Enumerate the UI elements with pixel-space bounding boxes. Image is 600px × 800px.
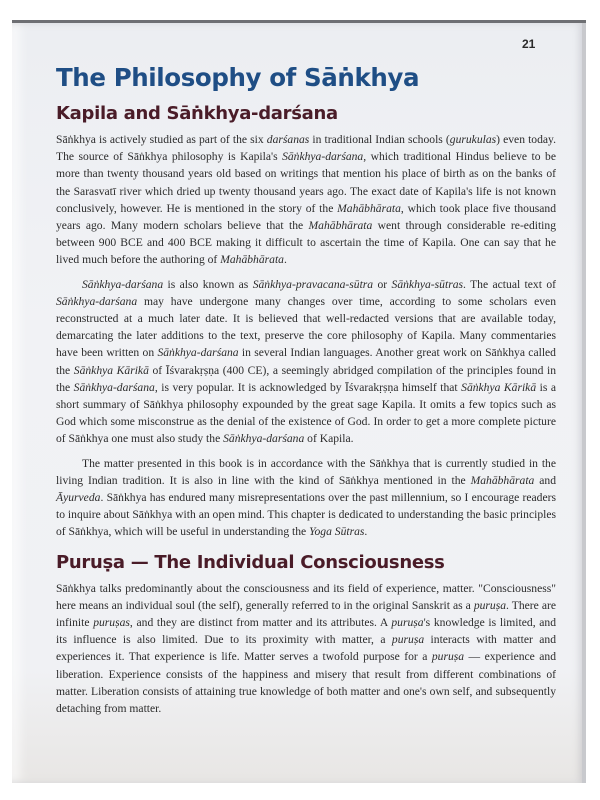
italic-term: puruṣa <box>473 598 507 612</box>
text-run: — experience and liberation. Experience consists of the happiness and misery that result from different combinations of matter. Liberation consists of attaining true knowledge of both matter and one's own self, and subsequently detaching from matter. <box>56 650 557 716</box>
chapter-title: The Philosophy of Sāṅkhya <box>56 63 420 92</box>
italic-term: puruṣa <box>391 616 424 630</box>
italic-term: gurukulas <box>449 133 497 146</box>
text-run: . <box>283 253 287 267</box>
italic-term: Sāṅkhya-darśana <box>73 380 155 394</box>
italic-term: Sāṅkhya-darśana <box>223 432 305 446</box>
text-run: went through considerable re-editing between 900 BCE and 400 BCE making it difficult to ascertain the time of Kapila. One can say that he lived much before the authoring of <box>56 219 557 267</box>
section-heading-kapila: Kapila and Sāṅkhya-darśana <box>56 103 338 124</box>
text-run: is also known as <box>163 277 253 291</box>
paragraph <box>56 276 556 448</box>
text-run: of Kapila. <box>304 432 354 446</box>
text-run: is a short summary of Sāṅkhya philosophy expounded by the great sage Kapila. It omits a few topics such as God which some misconstrue as the denial of the existence of God. In order to get a more complete picture of Sāṅkhya one must also study the <box>56 380 556 446</box>
text-run: may have undergone many changes over time, according to some scholars even reconstructed at a much later date. It is believed that well-redacted versions that are available today, demarcating the later additions to the text, preserve the core philosophy of Kapila. Many commentaries have been written on <box>56 294 556 360</box>
text-run: of Īśvarakṛṣṇa (400 CE), a seemingly abridged compilation of the principles found in the <box>56 363 557 394</box>
text-run: Sāṅkhya talks predominantly about the consciousness and its field of experience, matter. "Consciousness" here means an individual soul (the self), generally referred to in the original Sanskrit as a <box>56 581 556 612</box>
italic-term: Mahābhārata <box>220 253 284 267</box>
text-run: and <box>534 473 557 487</box>
italic-term: Yoga Sūtras <box>309 525 365 539</box>
text-run: ) even today. The source of Sāṅkhya philosophy is Kapila's <box>56 133 556 164</box>
text-run: or <box>373 277 392 291</box>
italic-term: Sāṅkhya-darśana <box>157 346 239 360</box>
text-run: The matter presented in this book is in accordance with the Sāṅkhya that is currently studied in the living Indian tradition. It is also in line with the kind of Sāṅkhya mentioned in the <box>56 456 556 487</box>
italic-term: Āyurveda <box>56 491 101 505</box>
text-run: 's knowledge is limited, and its influence is also limited. Due to its proximity with matter, a <box>56 616 557 647</box>
text-run: in several Indian languages. Another great work on Sāṅkhya called the <box>56 346 556 377</box>
section-heading-purusa: Puruṣa — The Individual Consciousness <box>56 551 445 573</box>
italic-term: Mahābhārata <box>308 219 373 233</box>
book-page <box>12 20 586 783</box>
italic-term: Sāṅkhya-pravacana-sūtra <box>252 277 374 291</box>
italic-term: Sāṅkhya Kārikā <box>461 380 537 394</box>
text-run: interacts with matter and experiences it. That experience is life. Matter serves a twofold purpose for a <box>56 633 556 664</box>
italic-term: Sāṅkhya-darśana <box>56 294 138 308</box>
text-run: . The actual text of <box>463 277 556 291</box>
italic-term: puruṣas <box>93 616 130 630</box>
italic-term: Mahābhārata <box>470 473 535 487</box>
page-number: 21 <box>522 37 536 51</box>
paragraph <box>56 580 556 718</box>
paragraph <box>56 455 556 541</box>
italic-term: puruṣa <box>391 633 425 647</box>
italic-term: puruṣa <box>431 650 465 664</box>
text-run: . <box>364 525 368 539</box>
text-run: Sāṅkhya is actively studied as part of the six <box>56 133 267 146</box>
page-edge <box>582 23 586 783</box>
italic-term: Sāṅkhya-darśana <box>282 150 364 164</box>
italic-term: Sāṅkhya-darśana <box>82 277 164 291</box>
italic-term: Sāṅkhya-sūtras <box>391 277 464 291</box>
italic-term: Mahābhārata <box>337 201 401 215</box>
italic-term: darśanas <box>266 133 310 146</box>
text-run: , which took place five thousand years ago. Many modern scholars believe that the <box>56 201 556 233</box>
text-run: . Sāṅkhya has endured many misrepresentations over the past millennium, so I encourage readers to inquire about Sāṅkhya with an open mind. This chapter is dedicated to understanding the basic principles of Sāṅkhya, which will be useful in understanding the <box>56 491 556 539</box>
text-run: in traditional Indian schools ( <box>309 133 450 146</box>
text-run: , which traditional Hindus believe to be more than twenty thousand years old based on writings that mention his place of birth as on the banks of the Sarasvatī river which dried up twenty thousand years ago. The exact date of Kapila's life is not known conclusively, however. He is mentioned in the story of the <box>56 150 556 215</box>
text-run: . There are infinite <box>56 598 556 630</box>
italic-term: Sāṅkhya Kārikā <box>73 363 149 377</box>
text-run: , is very popular. It is acknowledged by Īśvarakṛṣṇa himself that <box>154 380 462 394</box>
text-run: , and they are distinct from matter and its attributes. A <box>129 616 392 630</box>
page-content <box>56 61 556 717</box>
paragraph <box>56 131 556 269</box>
